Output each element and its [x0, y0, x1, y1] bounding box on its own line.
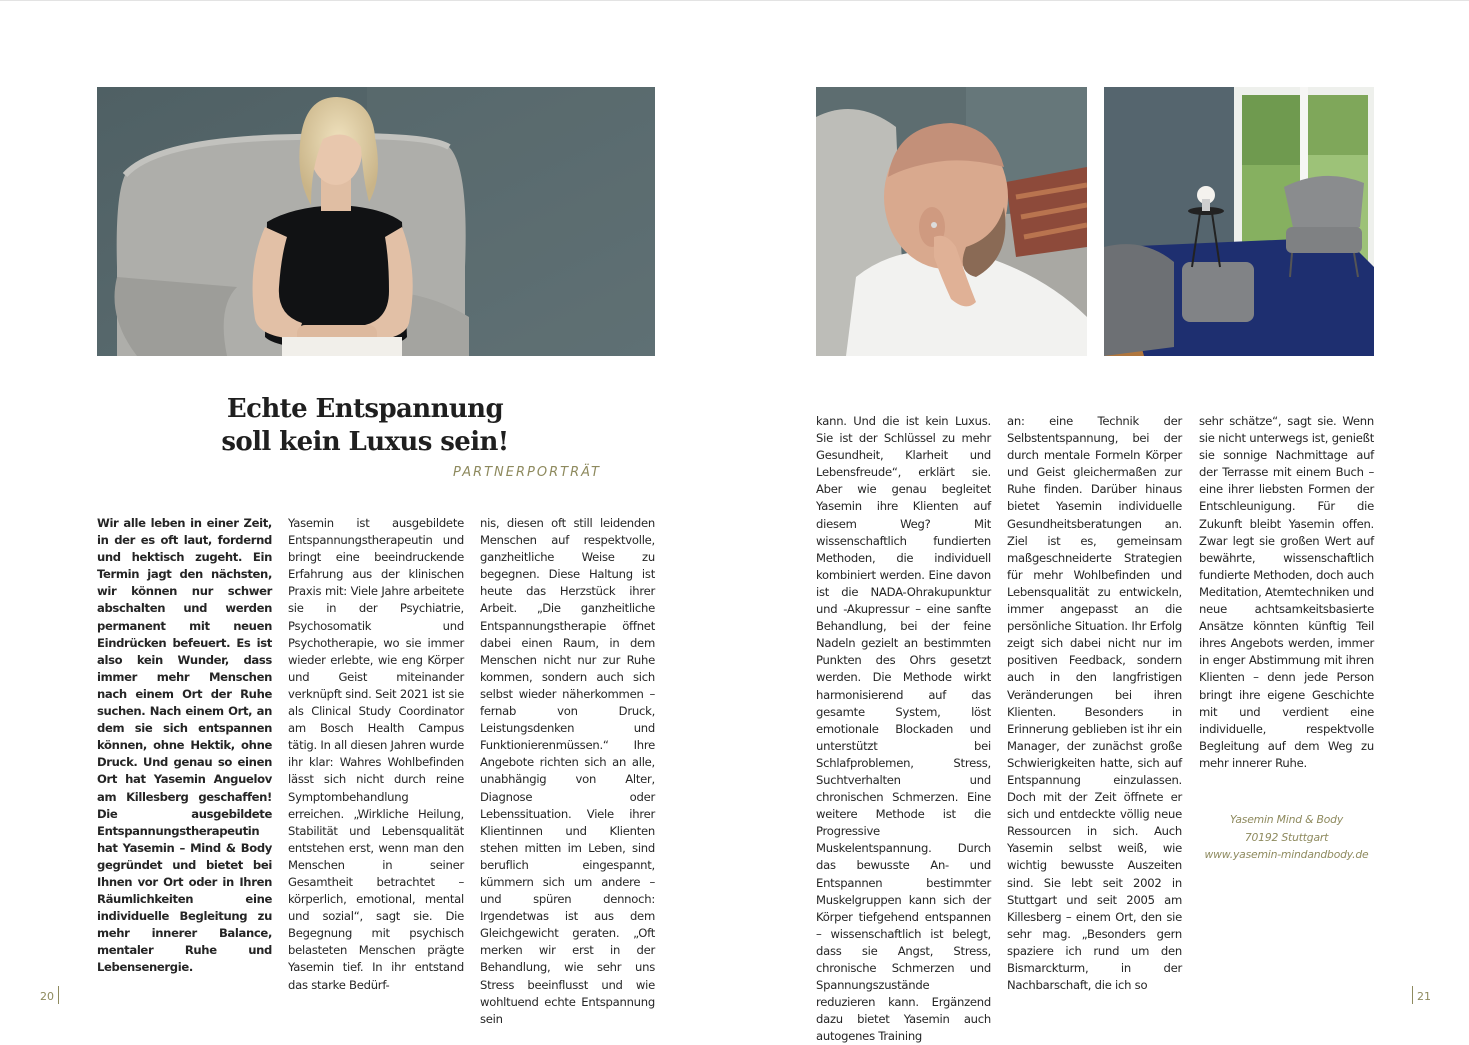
article-headline [200, 393, 530, 459]
headline-line-1: Echte Entspannung [226, 394, 504, 424]
body-column-2: Yasemin ist ausgebildete Entspannungstherapeutin und bringt eine beeindruckende Erfahrung aus der klinischen Praxis mit: Viele Jahre arbeitete sie in der Psychiatrie, Psychosomatik und Psychotherapie, wo sie immer wieder erlebte, wie eng Körper und Geist miteinander verknüpft sind. Seit 2021 ist sie als Clinical Study Coordinator am Bosch Health Campus tätig. In all diesen Jahren wurde ihr klar: Wahres Wohlbefinden lässt sich nicht durch reine Symptombehandlung erreichen. „Wirkliche Heilung, Stabilität und Lebensqualität entstehen erst, wenn man den Menschen in seiner Gesamtheit betrachtet – körperlich, emotional, mental und sozial“, sagt sie. Die Begegnung mit psychisch belasteten Menschen prägte Yasemin tief. In ihr entstand das starke Bedürf- [288, 516, 464, 992]
body-column-4: kann. Und die ist kein Luxus. Sie ist der Schlüssel zu mehr Gesundheit, Klarheit und Lebensfreude“, erklärt sie. Aber wie genau begleitet Yasemin ihre Klienten auf diesem Weg? Mit wissenschaftlich fundierten Methoden, die individuell kombiniert werden. Eine davon ist die NADA-Ohrakupunktur und -Akupressur – eine sanfte Behandlung, bei der feine Nadeln gezielt an bestimmten Punkten des Ohrs gesetzt werden. Die Methode wirkt harmonisierend auf das gesamte System, löst emotionale Blockaden und unterstützt bei Schlafproblemen, Stress, Suchtverhalten und chronischen Schmerzen. Eine weitere Methode ist die Progressive Muskelentspannung. Durch das bewusste An- und Entspannen bestimmter Muskelgruppen kann sich der Körper tiefgehend entspannen – wissenschaftlich ist belegt, dass sie Angst, Stress, chronische Schmerzen und Spannungszustände reduzieren kann. Ergänzend dazu bietet Yasemin auch autogenes Training [816, 414, 991, 1044]
contact-website-link[interactable]: www.yasemin-mindandbody.de [1204, 848, 1369, 861]
body-column-3: nis, diesen oft still leidenden Menschen auf respektvolle, ganzheitliche Weise zu begegnen. Diese Haltung ist heute das Herzstück ihrer Arbeit. „Die ganzheitliche Entspannungstherapie öffnet dabei einen Raum, in dem Menschen nicht nur zur Ruhe kommen, sondern auch sich selbst wieder näherkommen – fernab von Druck, Leistungsdenken und Funktionierenmüssen.“ Ihre Angebote richten sich an alle, unabhängig von Alter, Diagnose oder Lebenssituation. Viele ihrer Klientinnen und Klienten stehen mitten im Leben, sind beruflich eingespannt, kümmern sich um andere – und spüren dennoch: Irgendetwas ist aus dem Gleichgewicht geraten. „Oft merken wir erst in der Behandlung, wie sehr uns Stress beeinflusst und wie wohltuend echte Entspannung sein [480, 516, 655, 1026]
body-column-6: sehr schätze“, sagt sie. Wenn sie nicht unterwegs ist, genießt sie sonnige Nachmittage auf der Terrasse mit einem Buch – eine ihrer liebsten Formen der Entschleunigung. Für die Zukunft bleibt Yasemin offen. Zwar legt sie großen Wert auf bewährte, wissenschaftlich fundierte Methoden, doch auch Meditation, Atemtechniken und neue achtsamkeitsbasierte Ansätze könnten künftig Teil ihres Angebots werden, immer in enger Abstimmung mit ihren Klienten – denn jede Person bringt ihre eigene Geschichte mit und verdient eine individuelle, respektvolle Begleitung auf dem Weg zu mehr innerer Ruhe. [1199, 414, 1374, 770]
page-number-right: 21 [1417, 990, 1431, 1003]
lead-paragraph: Wir alle leben in einer Zeit, in der es oft laut, fordernd und hektisch zugeht. Ein Termin jagt den nächsten, wir können nur schwer abschalten und werden permanent mit neuen Eindrücken befeuert. Es ist also kein Wunder, dass immer mehr Menschen nach einem Ort der Ruhe suchen. Nach einem Ort, an dem sie sich entspannen können, ohne Hektik, ohne Druck. Und genau so einen Ort hat Yasemin Anguelov am Killesberg geschaffen! Die ausgebildete Entspannungstherapeutin hat Yasemin – Mind & Body gegründet und bietet bei Ihnen vor Ort oder in Ihren Räumlichkeiten eine individuelle Begleitung zu mehr innerer Balance, mentaler Ruhe und Lebensenergie. [97, 516, 272, 975]
page-number-left: 20 [40, 990, 54, 1003]
portrait-photo [97, 87, 655, 356]
section-kicker: PARTNERPORTRÄT [453, 465, 601, 480]
page-number-rule-right [1412, 986, 1413, 1004]
contact-name: Yasemin Mind & Body [1229, 813, 1344, 826]
contact-city: 70192 Stuttgart [1244, 830, 1329, 844]
acupuncture-photo [816, 87, 1087, 356]
body-column-5: an: eine Technik der Selbstentspannung, bei der durch mentale Formeln Körper und Geist gleichermaßen zur Ruhe finden. Darüber hinaus bietet Yasemin individuelle Gesundheitsberatungen an. Ziel ist es, gemeinsam maßgeschneiderte Strategien für mehr Wohlbefinden und Lebensqualität zu entwickeln, immer angepasst an die persönliche Situation. Ihr Erfolg zeigt sich dabei nicht nur im positiven Feedback, sondern auch in den langfristigen Veränderungen bei ihren Klienten. Besonders in Erinnerung geblieben ist ihr ein Manager, der zunächst große Schwierigkeiten hatte, sich auf Entspannung einzulassen. Doch mit der Zeit öffnete er sich und entdeckte völlig neue Ressourcen in sich. Auch Yasemin selbst weiß, wie wichtig bewusste Auszeiten sind. Sie lebt seit 2002 in Stuttgart und seit 2005 am Killesberg – einem Ort, den sie sehr mag. „Besonders gern spaziere ich rund um den Bismarckturm, in der Nachbarschaft, die ich so [1007, 414, 1182, 993]
therapy-room-photo [1104, 87, 1374, 356]
top-hairline [0, 0, 1469, 1]
headline-line-2: soll kein Luxus sein! [221, 427, 509, 457]
contact-block [1199, 811, 1374, 864]
page-number-rule-left [58, 986, 59, 1004]
